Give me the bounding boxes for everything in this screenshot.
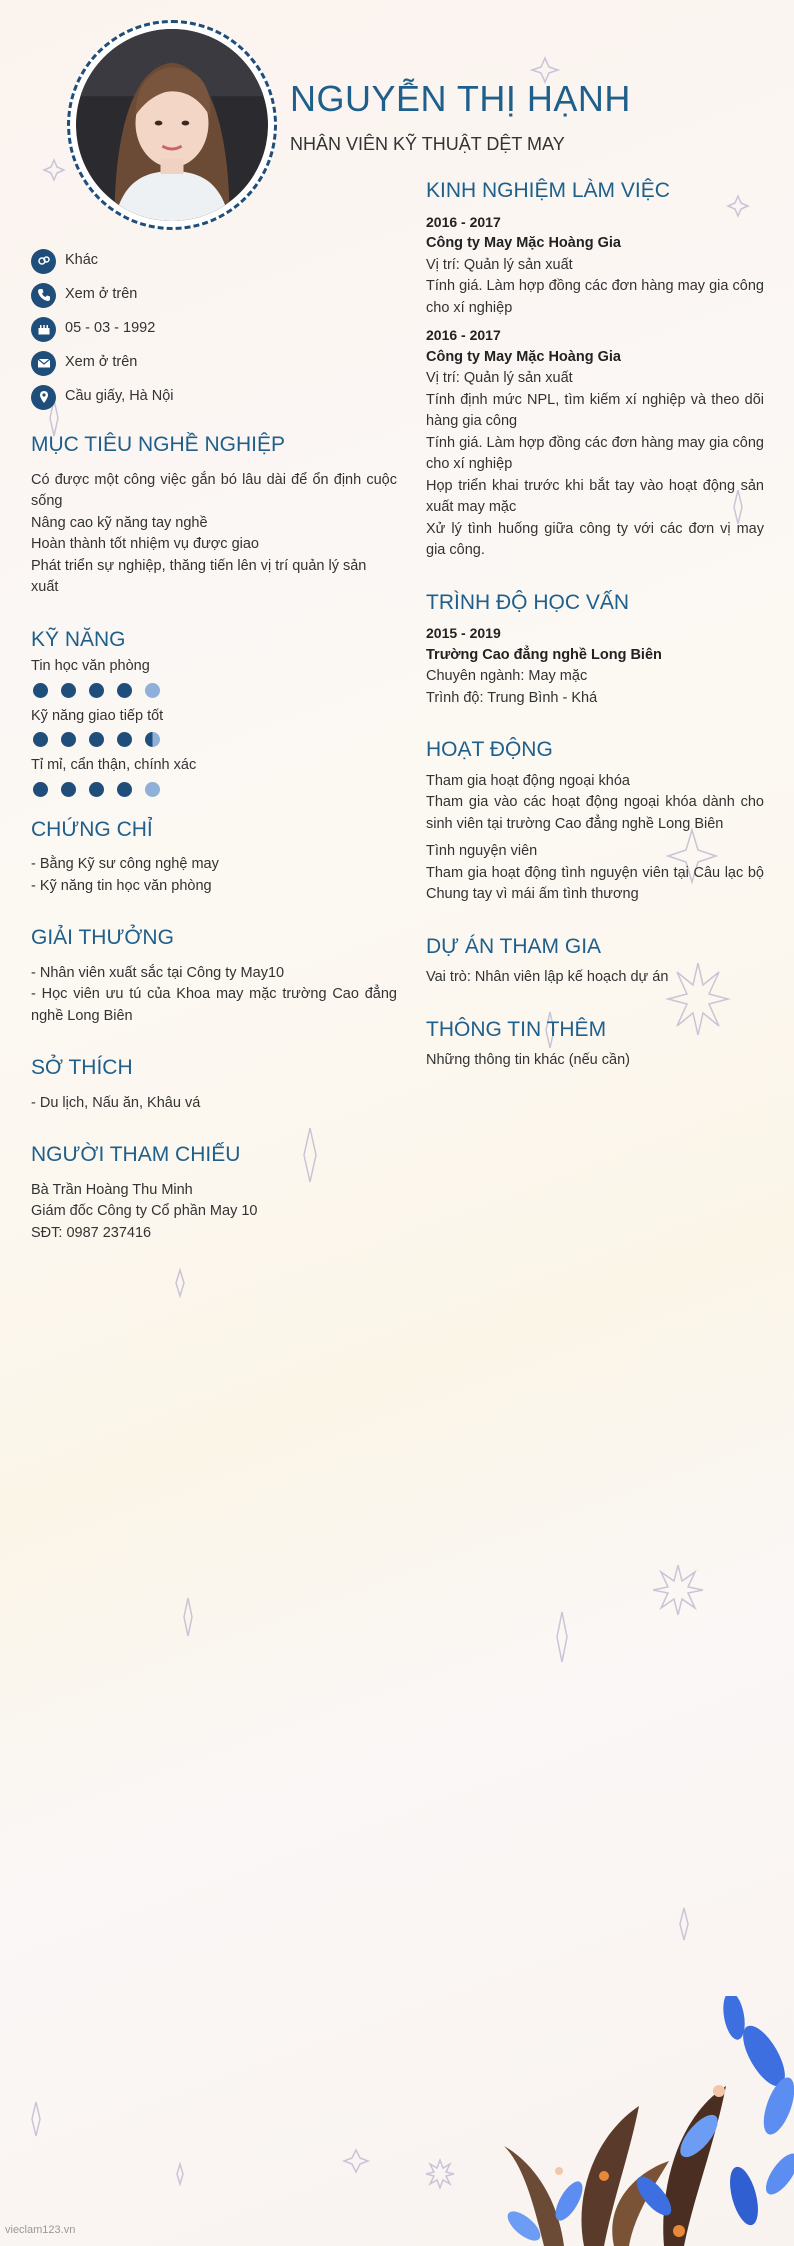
rating-dot	[33, 732, 48, 747]
awards-title: GIẢI THƯỞNG	[31, 926, 174, 949]
job-period: 2016 - 2017	[426, 213, 501, 230]
candidate-position: NHÂN VIÊN KỸ THUẬT DỆT MAY	[290, 134, 565, 154]
phone-icon	[31, 283, 56, 308]
certificate-line: - Bằng Kỹ sư công nghệ may	[31, 856, 219, 872]
job-period: 2016 - 2017	[426, 327, 501, 343]
references-title: NGƯỜI THAM CHIẾU	[31, 1143, 241, 1166]
awards-section	[31, 927, 397, 1027]
contact-location-text: Cầu giấy, Hà Nội	[65, 388, 174, 405]
activity-line: Tình nguyện viên	[426, 843, 538, 859]
job-company: Công ty May Mặc Hoàng Gia	[426, 235, 621, 251]
contact-email	[31, 346, 397, 380]
objective-title: MỤC TIÊU NGHỀ NGHIỆP	[31, 433, 285, 456]
project-line: Vai trò: Nhân viên lập kế hoạch dự án	[426, 969, 669, 985]
job-line: Tính định mức NPL, tìm kiếm xí nghiệp và theo dõi hàng gia công	[426, 391, 764, 429]
references-section	[31, 1144, 397, 1244]
education-title: TRÌNH ĐỘ HỌC VẤN	[426, 590, 630, 614]
skill-rating	[33, 683, 397, 698]
award-line: - Học viên ưu tú của Khoa may mặc trường Cao đẳng nghề Long Biên	[31, 986, 397, 1024]
job-line: Vị trí: Quản lý sản xuất	[426, 370, 573, 386]
floral-decoration	[464, 1996, 794, 2246]
hobbies-title: SỞ THÍCH	[31, 1056, 133, 1079]
profile-photo	[76, 29, 268, 221]
rating-dot	[117, 683, 132, 698]
job-line: Tính giá. Làm hợp đồng các đơn hàng may gia công cho xí nghiệp	[426, 278, 764, 316]
skill-name: Kỹ năng giao tiếp tốt	[31, 707, 164, 724]
rating-dot	[33, 782, 48, 797]
activities-section	[426, 739, 764, 906]
footer-watermark: vieclam123.vn	[5, 2224, 76, 2236]
job-company: Công ty May Mặc Hoàng Gia	[426, 348, 621, 365]
birthday-icon	[31, 317, 56, 342]
education-school: Trường Cao đẳng nghề Long Biên	[426, 646, 662, 663]
skill-name: Tỉ mỉ, cẩn thận, chính xác	[31, 757, 197, 773]
education-section	[426, 592, 764, 710]
more-info-section	[426, 1019, 764, 1072]
candidate-name: NGUYỄN THỊ HẠNH	[290, 78, 631, 119]
rating-dot	[89, 683, 104, 698]
contact-birthday	[31, 312, 397, 346]
activities-title: HOẠT ĐỘNG	[426, 738, 553, 761]
certificates-title: CHỨNG CHỈ	[31, 817, 153, 841]
hobbies-section	[31, 1057, 397, 1114]
award-line: - Nhân viên xuất sắc tại Công ty May10	[31, 964, 285, 981]
email-icon	[31, 351, 56, 376]
more-info-line: Những thông tin khác (nếu cần)	[426, 1052, 630, 1068]
rating-dot	[61, 782, 76, 797]
rating-dot	[89, 732, 104, 747]
avatar	[67, 20, 277, 230]
rating-dot	[145, 683, 160, 698]
job-line: Họp triển khai trước khi bắt tay vào hoạt động sản xuất may mặc	[426, 477, 764, 515]
contact-location	[31, 380, 397, 414]
hobby-line: - Du lịch, Nấu ăn, Khâu vá	[31, 1094, 201, 1111]
left-column	[31, 244, 397, 1274]
skill-rating	[33, 732, 397, 747]
skills-title: KỸ NĂNG	[31, 627, 126, 651]
rating-dot	[61, 683, 76, 698]
skills-section	[31, 629, 397, 797]
activity-line: Tham gia hoạt động ngoại khóa	[426, 772, 630, 789]
rating-dot	[117, 782, 132, 797]
projects-section	[426, 936, 764, 989]
objective-line: Hoàn thành tốt nhiệm vụ được giao	[31, 536, 259, 552]
experience-title: KINH NGHIỆM LÀM VIỆC	[426, 179, 670, 202]
certificates-section	[31, 819, 397, 898]
reference-line: Giám đốc Công ty Cổ phần May 10	[31, 1203, 258, 1219]
contact-phone-text: Xem ở trên	[65, 286, 138, 303]
objective-line: Phát triển sự nghiệp, thăng tiến lên vị trí quản lý sản xuất	[31, 557, 367, 595]
rating-dot	[117, 732, 132, 747]
reference-line: SĐT: 0987 237416	[31, 1224, 152, 1241]
activity-entry	[426, 771, 764, 836]
contact-email-text: Xem ở trên	[65, 354, 138, 371]
rating-dot	[145, 732, 160, 747]
rating-dot	[145, 782, 160, 797]
rating-dot	[33, 683, 48, 698]
objective-section	[31, 434, 397, 599]
right-column	[426, 180, 764, 1102]
profile-photo-illustration	[76, 29, 268, 221]
education-period: 2015 - 2019	[426, 625, 501, 641]
gender-icon	[31, 249, 56, 274]
job-entry	[426, 212, 764, 320]
education-line: Chuyên ngành: May mặc	[426, 668, 588, 684]
certificate-line: - Kỹ năng tin học văn phòng	[31, 877, 212, 894]
contact-phone	[31, 278, 397, 312]
contact-birthday-text: 05 - 03 - 1992	[65, 320, 156, 337]
activity-line: Tham gia vào các hoạt động ngoại khóa dành cho sinh viên tại trường Cao đẳng nghề Long Biên	[426, 794, 764, 832]
reference-line: Bà Trần Hoàng Thu Minh	[31, 1181, 193, 1198]
activity-line: Tham gia hoạt động tình nguyện viên tại Câu lạc bộ Chung tay vì mái ấm tình thương	[426, 864, 764, 902]
skill-name: Tin học văn phòng	[31, 658, 150, 674]
rating-dot	[89, 782, 104, 797]
rating-dot	[61, 732, 76, 747]
education-line: Trình độ: Trung Bình - Khá	[426, 689, 598, 706]
job-line: Xử lý tình huống giữa công ty với các đơn vị may gia công.	[426, 520, 764, 558]
objective-line: Nâng cao kỹ năng tay nghề	[31, 514, 208, 531]
job-line: Vị trí: Quản lý sản xuất	[426, 256, 573, 273]
job-entry	[426, 325, 764, 562]
contact-list	[31, 244, 397, 414]
skill-rating	[33, 782, 397, 797]
projects-title: DỰ ÁN THAM GIA	[426, 934, 602, 958]
job-line: Tính giá. Làm hợp đồng các đơn hàng may gia công cho xí nghiệp	[426, 434, 764, 472]
activity-entry	[426, 841, 764, 906]
more-info-title: THÔNG TIN THÊM	[426, 1017, 607, 1041]
experience-section	[426, 180, 764, 562]
contact-gender-text: Khác	[65, 252, 99, 269]
objective-line: Có được một công việc gắn bó lâu dài để ổn định cuộc sống	[31, 471, 397, 509]
contact-gender	[31, 244, 397, 278]
location-icon	[31, 385, 56, 410]
